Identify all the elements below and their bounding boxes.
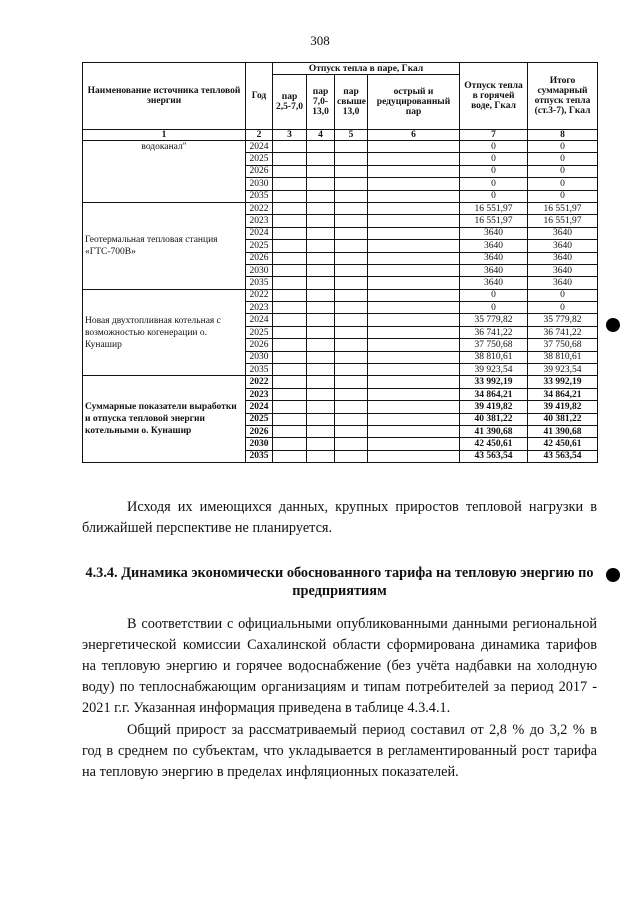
steam-2-5-7-cell — [273, 388, 307, 400]
total-cell: 0 — [528, 302, 598, 314]
steam-over-13-cell — [335, 388, 368, 400]
column-number: 6 — [368, 130, 460, 141]
hot-water-cell: 0 — [460, 190, 528, 202]
total-cell: 0 — [528, 141, 598, 153]
year-cell: 2025 — [246, 413, 273, 425]
steam-7-13-cell — [307, 450, 335, 462]
year-cell: 2025 — [246, 240, 273, 252]
steam-sharp-cell — [368, 202, 460, 214]
steam-over-13-cell — [335, 227, 368, 239]
year-cell: 2035 — [246, 450, 273, 462]
hot-water-cell: 3640 — [460, 252, 528, 264]
header-steam-over-13: пар свыше 13,0 — [335, 75, 368, 130]
hot-water-cell: 3640 — [460, 264, 528, 276]
column-number: 4 — [307, 130, 335, 141]
steam-sharp-cell — [368, 178, 460, 190]
source-name: водоканал" — [83, 141, 246, 203]
steam-7-13-cell — [307, 215, 335, 227]
hot-water-cell: 3640 — [460, 277, 528, 289]
hot-water-cell: 0 — [460, 153, 528, 165]
year-cell: 2035 — [246, 190, 273, 202]
steam-7-13-cell — [307, 425, 335, 437]
column-number: 7 — [460, 130, 528, 141]
header-steam-7-13: пар 7,0-13,0 — [307, 75, 335, 130]
hot-water-cell: 0 — [460, 302, 528, 314]
total-cell: 0 — [528, 190, 598, 202]
hot-water-cell: 3640 — [460, 227, 528, 239]
hot-water-cell: 0 — [460, 178, 528, 190]
steam-2-5-7-cell — [273, 302, 307, 314]
hot-water-cell: 43 563,54 — [460, 450, 528, 462]
steam-2-5-7-cell — [273, 339, 307, 351]
steam-2-5-7-cell — [273, 165, 307, 177]
year-cell: 2026 — [246, 165, 273, 177]
steam-7-13-cell — [307, 202, 335, 214]
header-year: Год — [246, 63, 273, 130]
hot-water-cell: 34 864,21 — [460, 388, 528, 400]
page-number: 308 — [310, 33, 330, 48]
paragraph: Исходя их имеющихся данных, крупных приростов тепловой нагрузки в ближайшей перспективе не планируется. — [82, 499, 597, 536]
steam-2-5-7-cell — [273, 153, 307, 165]
steam-7-13-cell — [307, 364, 335, 376]
header-name: Наименование источника тепловой энергии — [83, 63, 246, 130]
total-cell: 3640 — [528, 240, 598, 252]
steam-over-13-cell — [335, 326, 368, 338]
steam-2-5-7-cell — [273, 351, 307, 363]
steam-sharp-cell — [368, 339, 460, 351]
steam-sharp-cell — [368, 252, 460, 264]
year-cell: 2035 — [246, 277, 273, 289]
steam-7-13-cell — [307, 388, 335, 400]
year-cell: 2026 — [246, 252, 273, 264]
steam-7-13-cell — [307, 302, 335, 314]
total-cell: 43 563,54 — [528, 450, 598, 462]
hot-water-cell: 16 551,97 — [460, 215, 528, 227]
steam-2-5-7-cell — [273, 202, 307, 214]
column-number: 2 — [246, 130, 273, 141]
steam-sharp-cell — [368, 289, 460, 301]
steam-sharp-cell — [368, 153, 460, 165]
total-cell: 0 — [528, 153, 598, 165]
steam-over-13-cell — [335, 264, 368, 276]
steam-7-13-cell — [307, 277, 335, 289]
column-number: 1 — [83, 130, 246, 141]
heat-supply-table — [82, 62, 598, 463]
steam-over-13-cell — [335, 289, 368, 301]
steam-over-13-cell — [335, 178, 368, 190]
steam-7-13-cell — [307, 165, 335, 177]
total-cell: 42 450,61 — [528, 438, 598, 450]
steam-over-13-cell — [335, 153, 368, 165]
steam-2-5-7-cell — [273, 277, 307, 289]
header-hot-water: Отпуск тепла в горячей воде, Гкал — [460, 63, 528, 130]
steam-2-5-7-cell — [273, 190, 307, 202]
steam-over-13-cell — [335, 165, 368, 177]
total-cell: 39 923,54 — [528, 364, 598, 376]
steam-sharp-cell — [368, 450, 460, 462]
year-cell: 2023 — [246, 302, 273, 314]
steam-sharp-cell — [368, 376, 460, 388]
year-cell: 2030 — [246, 438, 273, 450]
table-row — [83, 202, 598, 214]
table-row — [83, 289, 598, 301]
steam-7-13-cell — [307, 178, 335, 190]
steam-2-5-7-cell — [273, 326, 307, 338]
steam-over-13-cell — [335, 202, 368, 214]
steam-over-13-cell — [335, 141, 368, 153]
steam-2-5-7-cell — [273, 401, 307, 413]
hot-water-cell: 38 810,61 — [460, 351, 528, 363]
steam-2-5-7-cell — [273, 215, 307, 227]
hot-water-cell: 0 — [460, 141, 528, 153]
year-cell: 2022 — [246, 289, 273, 301]
total-cell: 3640 — [528, 264, 598, 276]
steam-sharp-cell — [368, 302, 460, 314]
steam-sharp-cell — [368, 388, 460, 400]
hot-water-cell: 33 992,19 — [460, 376, 528, 388]
steam-sharp-cell — [368, 227, 460, 239]
total-cell: 0 — [528, 165, 598, 177]
column-number: 5 — [335, 130, 368, 141]
total-cell: 41 390,68 — [528, 425, 598, 437]
steam-sharp-cell — [368, 438, 460, 450]
steam-2-5-7-cell — [273, 227, 307, 239]
steam-7-13-cell — [307, 326, 335, 338]
header-steam-group: Отпуск тепла в паре, Гкал — [273, 63, 460, 75]
steam-over-13-cell — [335, 240, 368, 252]
year-cell: 2025 — [246, 326, 273, 338]
steam-over-13-cell — [335, 314, 368, 326]
year-cell: 2030 — [246, 178, 273, 190]
steam-over-13-cell — [335, 277, 368, 289]
steam-over-13-cell — [335, 302, 368, 314]
source-name: Суммарные показатели выработки и отпуска тепловой энергии котельными о. Кунашир — [83, 376, 246, 463]
steam-7-13-cell — [307, 153, 335, 165]
total-cell: 3640 — [528, 252, 598, 264]
steam-7-13-cell — [307, 227, 335, 239]
steam-2-5-7-cell — [273, 364, 307, 376]
steam-7-13-cell — [307, 289, 335, 301]
steam-sharp-cell — [368, 401, 460, 413]
steam-over-13-cell — [335, 364, 368, 376]
year-cell: 2022 — [246, 202, 273, 214]
steam-7-13-cell — [307, 413, 335, 425]
column-number: 3 — [273, 130, 307, 141]
hot-water-cell: 39 419,82 — [460, 401, 528, 413]
steam-over-13-cell — [335, 376, 368, 388]
total-cell: 3640 — [528, 227, 598, 239]
total-cell: 3640 — [528, 277, 598, 289]
year-cell: 2024 — [246, 227, 273, 239]
total-cell: 0 — [528, 178, 598, 190]
hot-water-cell: 37 750,68 — [460, 339, 528, 351]
hot-water-cell: 36 741,22 — [460, 326, 528, 338]
hot-water-cell: 16 551,97 — [460, 202, 528, 214]
total-cell: 16 551,97 — [528, 202, 598, 214]
year-cell: 2035 — [246, 364, 273, 376]
steam-7-13-cell — [307, 438, 335, 450]
steam-7-13-cell — [307, 351, 335, 363]
steam-over-13-cell — [335, 425, 368, 437]
steam-7-13-cell — [307, 401, 335, 413]
steam-2-5-7-cell — [273, 314, 307, 326]
steam-sharp-cell — [368, 141, 460, 153]
header-total: Итого суммарный отпуск тепла (ст.3-7), Гкал — [528, 63, 598, 130]
total-cell: 40 381,22 — [528, 413, 598, 425]
total-cell: 36 741,22 — [528, 326, 598, 338]
steam-7-13-cell — [307, 240, 335, 252]
steam-sharp-cell — [368, 314, 460, 326]
punch-hole-mark — [606, 568, 620, 582]
steam-7-13-cell — [307, 264, 335, 276]
steam-7-13-cell — [307, 376, 335, 388]
steam-2-5-7-cell — [273, 425, 307, 437]
year-cell: 2022 — [246, 376, 273, 388]
steam-7-13-cell — [307, 339, 335, 351]
steam-sharp-cell — [368, 351, 460, 363]
steam-over-13-cell — [335, 413, 368, 425]
total-cell: 39 419,82 — [528, 401, 598, 413]
steam-7-13-cell — [307, 314, 335, 326]
steam-2-5-7-cell — [273, 376, 307, 388]
hot-water-cell: 0 — [460, 165, 528, 177]
steam-2-5-7-cell — [273, 264, 307, 276]
year-cell: 2024 — [246, 401, 273, 413]
steam-7-13-cell — [307, 190, 335, 202]
total-cell: 16 551,97 — [528, 215, 598, 227]
hot-water-cell: 40 381,22 — [460, 413, 528, 425]
steam-2-5-7-cell — [273, 178, 307, 190]
steam-sharp-cell — [368, 364, 460, 376]
steam-2-5-7-cell — [273, 450, 307, 462]
year-cell: 2030 — [246, 264, 273, 276]
steam-sharp-cell — [368, 425, 460, 437]
steam-over-13-cell — [335, 190, 368, 202]
header-steam-2-5-7: пар 2,5-7,0 — [273, 75, 307, 130]
steam-over-13-cell — [335, 215, 368, 227]
hot-water-cell: 41 390,68 — [460, 425, 528, 437]
column-number: 8 — [528, 130, 598, 141]
steam-over-13-cell — [335, 339, 368, 351]
hot-water-cell: 42 450,61 — [460, 438, 528, 450]
steam-sharp-cell — [368, 165, 460, 177]
total-cell: 38 810,61 — [528, 351, 598, 363]
steam-2-5-7-cell — [273, 413, 307, 425]
year-cell: 2025 — [246, 153, 273, 165]
hot-water-cell: 39 923,54 — [460, 364, 528, 376]
steam-over-13-cell — [335, 401, 368, 413]
steam-2-5-7-cell — [273, 438, 307, 450]
steam-7-13-cell — [307, 252, 335, 264]
steam-over-13-cell — [335, 450, 368, 462]
total-cell: 37 750,68 — [528, 339, 598, 351]
section-heading: 4.3.4. Динамика экономически обоснованного тарифа на тепловую энергию по предприятиям — [85, 565, 594, 599]
steam-sharp-cell — [368, 264, 460, 276]
steam-2-5-7-cell — [273, 252, 307, 264]
total-cell: 0 — [528, 289, 598, 301]
paragraph: Общий прирост за рассматриваемый период составил от 2,8 % до 3,2 % в год в среднем по субъектам, что укладывается в регламентированный рост тарифа на тепловую энергию в пределах инфляционных показателей. — [82, 722, 597, 780]
steam-sharp-cell — [368, 190, 460, 202]
total-cell: 35 779,82 — [528, 314, 598, 326]
year-cell: 2024 — [246, 141, 273, 153]
steam-2-5-7-cell — [273, 141, 307, 153]
year-cell: 2026 — [246, 339, 273, 351]
year-cell: 2026 — [246, 425, 273, 437]
steam-over-13-cell — [335, 252, 368, 264]
hot-water-cell: 35 779,82 — [460, 314, 528, 326]
steam-over-13-cell — [335, 438, 368, 450]
hot-water-cell: 3640 — [460, 240, 528, 252]
year-cell: 2023 — [246, 388, 273, 400]
steam-sharp-cell — [368, 413, 460, 425]
source-name: Геотермальная тепловая станция «ГТС-700В» — [83, 202, 246, 289]
steam-2-5-7-cell — [273, 289, 307, 301]
table-row — [83, 376, 598, 388]
paragraph: В соответствии с официальными опубликованными данными региональной энергетической комиссии Сахалинской области сформирована динамика тарифов на тепловую энергию и горячее водоснабжение (без учёта надбавки на холодную воду) по теплоснабжающим организациям и типам потребителей за период 2017 - 2021 г.г. Указанная информация приведена в таблице 4.3.4.1. — [82, 616, 597, 716]
steam-over-13-cell — [335, 351, 368, 363]
header-steam-sharp: острый и редуцированный пар — [368, 75, 460, 130]
steam-sharp-cell — [368, 326, 460, 338]
steam-sharp-cell — [368, 215, 460, 227]
total-cell: 34 864,21 — [528, 388, 598, 400]
table-row — [83, 141, 598, 153]
year-cell: 2023 — [246, 215, 273, 227]
steam-sharp-cell — [368, 240, 460, 252]
total-cell: 33 992,19 — [528, 376, 598, 388]
steam-7-13-cell — [307, 141, 335, 153]
hot-water-cell: 0 — [460, 289, 528, 301]
steam-sharp-cell — [368, 277, 460, 289]
source-name: Новая двухтопливная котельная с возможностью когенерации о. Кунашир — [83, 289, 246, 376]
year-cell: 2030 — [246, 351, 273, 363]
steam-2-5-7-cell — [273, 240, 307, 252]
punch-hole-mark — [606, 318, 620, 332]
year-cell: 2024 — [246, 314, 273, 326]
